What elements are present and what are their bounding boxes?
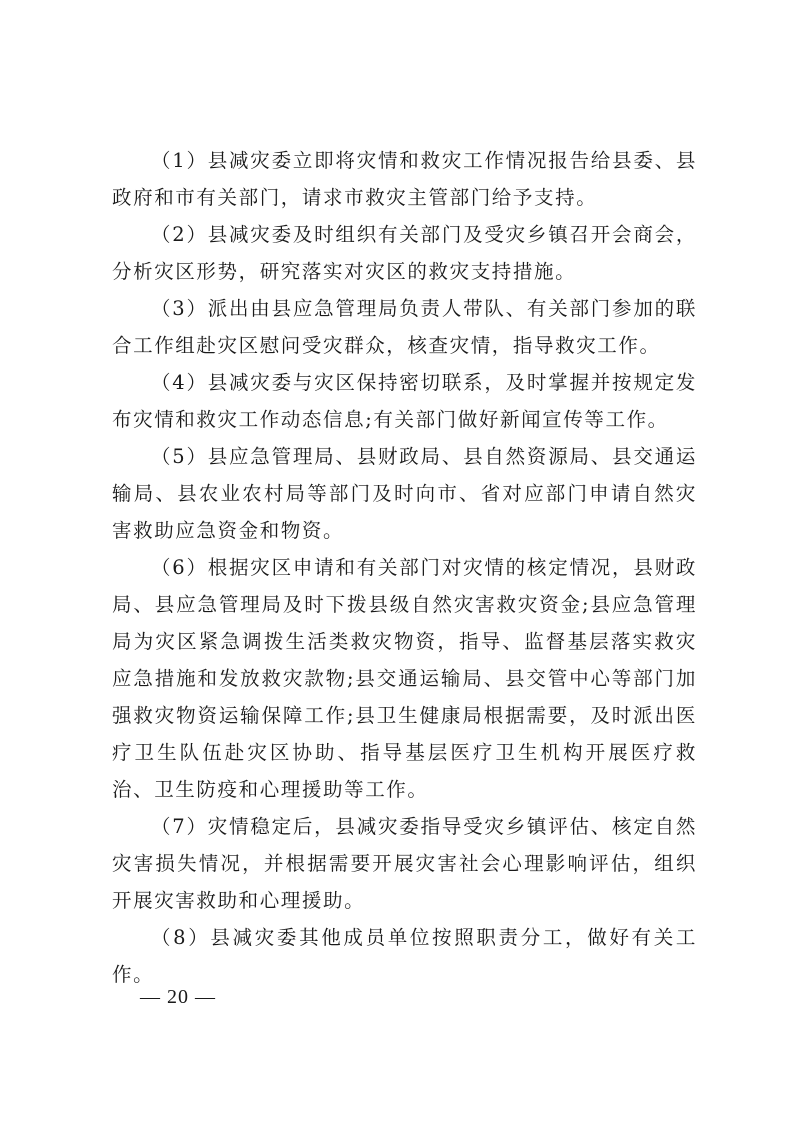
paragraph-2: （2）县减灾委及时组织有关部门及受灾乡镇召开会商会，分析灾区形势，研究落实对灾区的救灾支持措施。 (112, 223, 697, 283)
paragraph-6: （6）根据灾区申请和有关部门对灾情的核定情况，县财政局、县应急管理局及时下拨县级自然灾害救灾资金;县应急管理局为灾区紧急调拨生活类救灾物资，指导、监督基层落实救灾应急措施和发放救灾款物;县交通运输局、县交管中心等部门加强救灾物资运输保障工作;县卫生健康局根据需要，及时派出医疗卫生队伍赴灾区协助、指导基层医疗卫生机构开展医疗救治、卫生防疫和心理援助等工作。 (112, 556, 697, 801)
page-number: — 20 — (140, 986, 216, 1008)
paragraph-8: （8）县减灾委其他成员单位按照职责分工，做好有关工作。 (112, 926, 697, 986)
paragraph-4: （4）县减灾委与灾区保持密切联系，及时掌握并按规定发布灾情和救灾工作动态信息;有关部门做好新闻宣传等工作。 (112, 371, 697, 431)
paragraph-5: （5）县应急管理局、县财政局、县自然资源局、县交通运输局、县农业农村局等部门及时向市、省对应部门申请自然灾害救助应急资金和物资。 (112, 445, 697, 542)
document-body (112, 142, 697, 993)
paragraph-3: （3）派出由县应急管理局负责人带队、有关部门参加的联合工作组赴灾区慰问受灾群众，核查灾情，指导救灾工作。 (112, 297, 697, 357)
paragraph-1: （1）县减灾委立即将灾情和救灾工作情况报告给县委、县政府和市有关部门，请求市救灾主管部门给予支持。 (112, 149, 697, 209)
paragraph-7: （7）灾情稳定后，县减灾委指导受灾乡镇评估、核定自然灾害损失情况，并根据需要开展灾害社会心理影响评估，组织开展灾害救助和心理援助。 (112, 815, 697, 912)
